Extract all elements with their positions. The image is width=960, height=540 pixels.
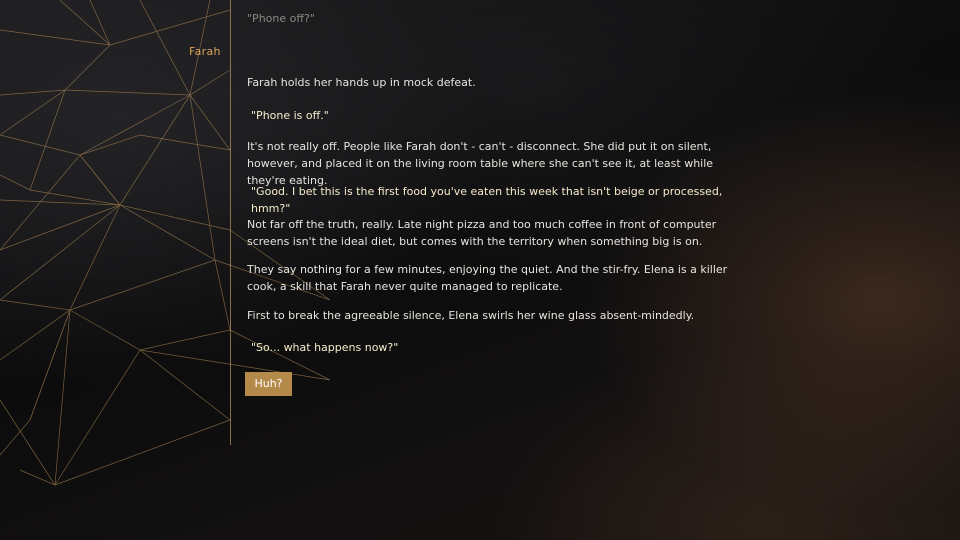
decor-line [80, 95, 230, 155]
decor-line [0, 310, 70, 420]
decor-line [70, 260, 230, 350]
narration-line: First to break the agreeable silence, Elena swirls her wine glass absent-mindedly. [247, 309, 695, 322]
previous-dialogue-line: "Phone off?" [247, 12, 315, 25]
decor-line [0, 90, 190, 155]
choice-button-huh[interactable]: Huh? [245, 372, 292, 396]
narration-line: They say nothing for a few minutes, enjoying the quiet. And the stir-fry. Elena is a killer cook, a skill that Farah never quite managed to replicate. [247, 263, 728, 293]
narration-line: Not far off the truth, really. Late night pizza and too much coffee in front of computer screens isn't the ideal diet, but comes with the territory when something big is on. [247, 218, 717, 248]
dialogue-line: "Good. I bet this is the first food you've eaten this week that isn't beige or processed, hmm?" [251, 185, 723, 215]
decor-line [0, 10, 230, 45]
narration-line: Farah holds her hands up in mock defeat. [247, 76, 476, 89]
decor-line [0, 90, 65, 190]
decor-line [0, 400, 55, 485]
narration-line: It's not really off. People like Farah don't - can't - disconnect. She did put it on silent, however, and placed it on the living room table where she can't see it, at least while they're eating. [247, 140, 714, 187]
dialogue-line: "So... what happens now?" [251, 341, 399, 354]
speaker-name: Farah [189, 45, 221, 58]
dialogue-line: "Phone is off." [251, 109, 329, 122]
decor-line [60, 0, 110, 45]
decor-line [55, 310, 330, 485]
divider-line [230, 0, 231, 445]
decor-line [30, 155, 120, 205]
decor-line [120, 95, 215, 260]
decor-line [55, 350, 230, 485]
